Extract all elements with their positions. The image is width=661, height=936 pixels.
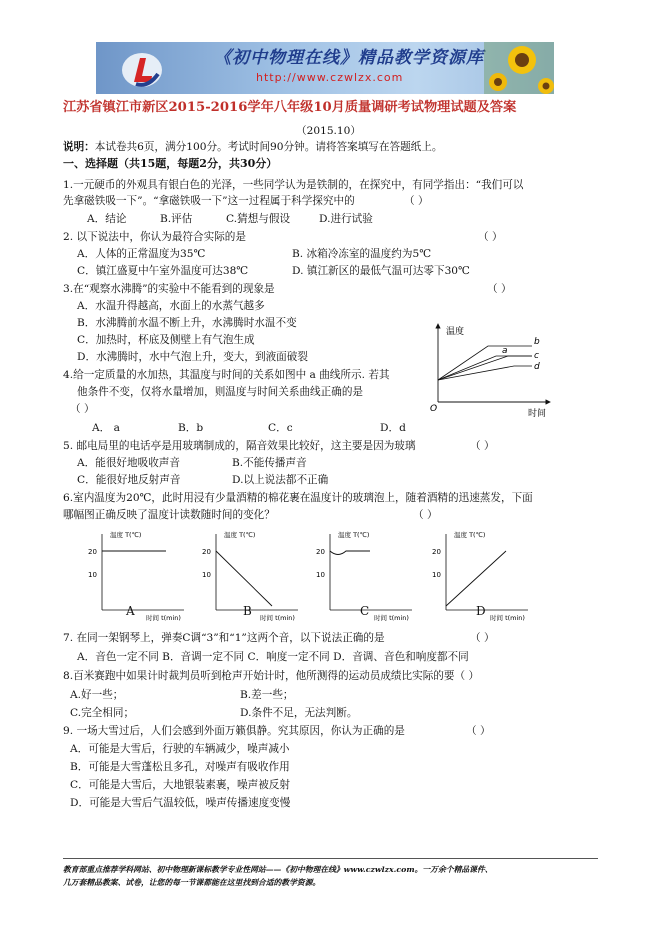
q4-line1: 4.给一定质量的水加热，其温度与时间的关系如图中 a 曲线所示. 若其 <box>63 369 390 381</box>
q2-option-c: C．镇江盛夏中午室外温度可达38℃ <box>77 265 249 277</box>
q6-graph-b <box>202 526 302 621</box>
q6-ylabel: 温度 T(℃) <box>454 531 486 539</box>
q1-paren: （ ） <box>404 195 429 207</box>
q3-option-c: C．加热时，杯底及侧壁上有气泡生成 <box>77 334 255 346</box>
q6-curve <box>330 551 370 555</box>
q4-option-b: B．b <box>178 422 204 434</box>
q7-paren: （ ） <box>470 632 495 644</box>
q6-option-label-a: A <box>126 604 135 618</box>
q7-stem: 7. 在同一架钢琴上，弹奏C调“3”和“1”这两个音，以下说法正确的是 <box>63 632 385 644</box>
q6-tick-10: 10 <box>88 571 97 579</box>
q6-ylabel: 温度 T(℃) <box>110 531 142 539</box>
q2-option-a: A．人体的正常温度为35℃ <box>77 248 206 260</box>
q1-line2: 先拿磁铁吸一下”。“拿磁铁吸一下”这一过程属于科学探究中的 <box>63 195 355 207</box>
q6-line2: 哪幅图正确反映了温度计读数随时间的变化？ <box>63 509 275 521</box>
note-text: 本试卷共6页，满分100分。考试时间90分钟。请将答案填写在答题纸上。 <box>94 141 443 153</box>
q6-tick-20: 20 <box>88 548 97 556</box>
q2-paren: （ ） <box>478 231 503 243</box>
q4-label-b: b <box>534 337 540 347</box>
q6-tick-10: 10 <box>202 571 211 579</box>
q8-option-c: C.完全相同； <box>70 707 135 719</box>
q8-option-d: D.条件不足，无法判断。 <box>240 707 358 719</box>
banner-url: http://www.czwlzx.com <box>256 71 404 84</box>
q9-option-d: D．可能是大雪后气温较低，噪声传播速度变慢 <box>70 797 291 809</box>
q3-option-d: D．水沸腾时，水中气泡上升，变大，到液面破裂 <box>77 351 308 363</box>
q4-label-c: c <box>534 351 539 361</box>
q8-stem: 8.百米赛跑中如果计时裁判员听到枪声开始计时，他所测得的运动员成绩比实际的要（ ） <box>63 670 480 682</box>
q1-option-d: D.进行试验 <box>319 213 373 225</box>
q4-label-d: d <box>534 362 540 372</box>
q2-stem: 2. 以下说法中，你认为最符合实际的是 <box>63 231 246 243</box>
q6-xlabel: 时间 t(min) <box>490 614 525 621</box>
q7-options: A．音色一定不同 B．音调一定不同 C．响度一定不同 D．音调、音色和响度都不同 <box>77 651 469 663</box>
q6-tick-10: 10 <box>316 571 325 579</box>
q1-option-c: C.猜想与假设 <box>226 213 291 225</box>
q3-option-b: B．水沸腾前水温不断上升，水沸腾时水温不变 <box>77 317 297 329</box>
q5-option-b: B.不能传播声音 <box>232 457 307 469</box>
q9-option-b: B．可能是大雪蓬松且多孔，对噪声有吸收作用 <box>70 761 290 773</box>
q5-option-a: A．能很好地吸收声音 <box>77 457 180 469</box>
q3-option-a: A．水温升得越高，水面上的水蒸气越多 <box>77 300 265 312</box>
logo-icon <box>118 42 168 94</box>
page-title: 江苏省镇江市新区2015-2016学年八年级10月质量调研考试物理试题及答案 <box>63 100 517 115</box>
note-label: 说明： <box>63 141 95 153</box>
q6-graph-a <box>88 526 188 621</box>
footer-line1: 教育部重点推荐学科网站、初中物理新课标教学专业性网站——《初中物理在线》www.czwlzx.com。一万余个精品课件、 <box>63 865 493 874</box>
sunflower-icon <box>484 42 554 94</box>
q4-paren: （ ） <box>70 403 95 415</box>
q9-option-c: C．可能是大雪后，大地银装素裹，噪声被反射 <box>70 779 290 791</box>
q6-tick-20: 20 <box>316 548 325 556</box>
q8-option-b: B.差一些； <box>240 689 294 701</box>
q5-option-c: C．能很好地反射声音 <box>77 474 181 486</box>
q3-paren: （ ） <box>487 283 512 295</box>
q1-option-b: B.评估 <box>160 213 193 225</box>
exam-date: （2015.10） <box>296 125 361 137</box>
exam-note <box>63 140 442 154</box>
section-heading: 一、选择题（共15题，每题2分，共30分） <box>63 157 278 170</box>
q4-option-c: C．c <box>268 422 293 434</box>
q5-paren: （ ） <box>470 440 495 452</box>
q6-tick-20: 20 <box>432 548 441 556</box>
q3-stem: 3.在“观察水沸腾”的实验中不能看到的现象是 <box>63 283 275 295</box>
q2-option-b: B. 冰箱冷冻室的温度约为5℃ <box>292 248 432 260</box>
q6-xlabel: 时间 t(min) <box>146 614 181 621</box>
q1-line1: 1.一元硬币的外观具有银白色的光泽，一些同学认为是铁制的，在探究中，有同学指出：“我们可以 <box>63 179 524 191</box>
q4-option-a: A． a <box>92 422 120 434</box>
footer-divider <box>63 858 598 859</box>
q6-option-label-d: D <box>476 604 486 618</box>
q6-tick-10: 10 <box>432 571 441 579</box>
footer-line2: 几万套精品教案、试卷，让您的每一节课都能在这里找到合适的教学资源。 <box>63 878 321 887</box>
q5-stem: 5. 邮电局里的电话亭是用玻璃制成的，隔音效果比较好，这主要是因为玻璃 <box>63 440 416 452</box>
header-banner <box>96 42 554 94</box>
q6-option-label-b: B <box>243 604 252 618</box>
q4-origin: O <box>430 404 438 414</box>
q4-temperature-graph <box>424 320 554 420</box>
q4-curve-a <box>438 356 532 380</box>
q4-xlabel: 时间 <box>528 409 547 419</box>
q4-curve-c <box>438 356 532 380</box>
q6-xlabel: 时间 t(min) <box>260 614 295 621</box>
q6-xlabel: 时间 t(min) <box>374 614 409 621</box>
q5-option-d: D.以上说法都不正确 <box>232 474 329 486</box>
q9-stem: 9. 一场大雪过后，人们会感到外面万籁俱静。究其原因，你认为正确的是 <box>63 725 405 737</box>
banner-title: 《初中物理在线》精品教学资源库 <box>214 48 484 68</box>
q4-label-a: a <box>502 346 508 356</box>
q1-option-a: A．结论 <box>87 213 127 225</box>
q9-paren: （ ） <box>466 725 491 737</box>
q6-curve <box>446 551 506 606</box>
q4-option-d: D．d <box>380 422 406 434</box>
q6-ylabel: 温度 T(℃) <box>338 531 370 539</box>
q8-option-a: A.好一些； <box>70 689 124 701</box>
q6-paren: （ ） <box>413 509 438 521</box>
q6-ylabel: 温度 T(℃) <box>224 531 256 539</box>
q6-curve <box>216 551 272 606</box>
q6-tick-20: 20 <box>202 548 211 556</box>
q4-curve-d <box>438 366 532 380</box>
q6-line1: 6.室内温度为20℃，此时用浸有少量酒精的棉花裹在温度计的玻璃泡上，随着酒精的迅速蒸发，下面 <box>63 492 533 504</box>
q4-ylabel: 温度 <box>446 327 465 337</box>
q6-option-label-c: C <box>360 604 370 618</box>
q2-option-d: D. 镇江新区的最低气温可达零下30℃ <box>292 265 470 277</box>
q9-option-a: A．可能是大雪后，行驶的车辆减少，噪声减小 <box>70 743 290 755</box>
q4-line2: 他条件不变，仅将水量增加，则温度与时间关系曲线正确的是 <box>77 386 364 398</box>
